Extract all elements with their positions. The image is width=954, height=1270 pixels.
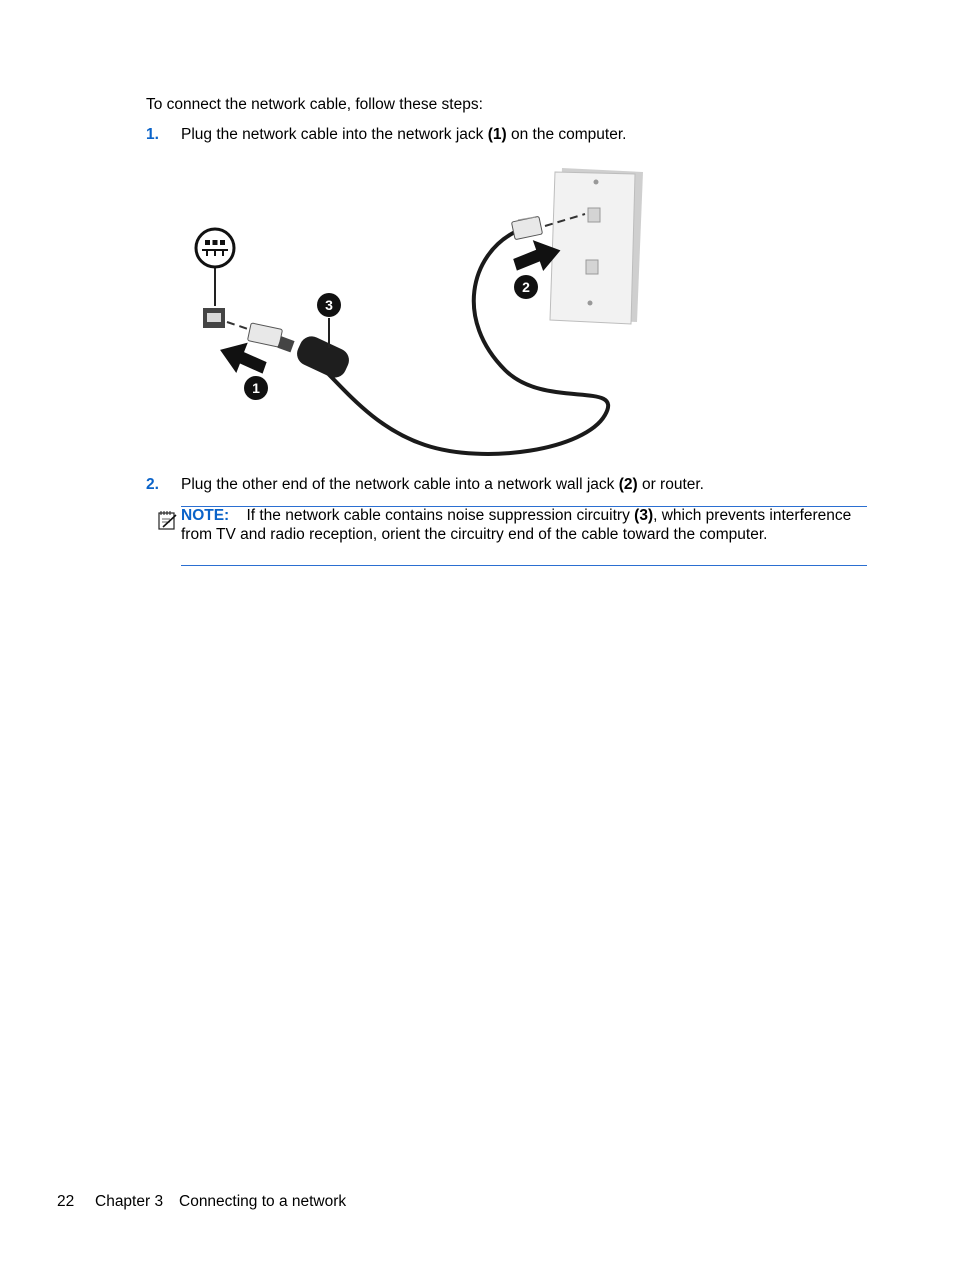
footer-page-number: 22 xyxy=(57,1193,75,1210)
note-text-pre: If the network cable contains noise suppression circuitry xyxy=(246,507,635,524)
callout-2-badge xyxy=(514,275,538,299)
wall-plate xyxy=(550,168,643,324)
note-bottom-rule xyxy=(181,565,867,566)
callout-2-label: 2 xyxy=(522,279,530,295)
step-2-text-bold: (2) xyxy=(618,476,638,493)
note-text xyxy=(181,506,861,544)
step-1-text-pre: Plug the network cable into the network jack xyxy=(181,126,488,143)
step-2-text-post: or router. xyxy=(637,476,704,493)
step-2-text xyxy=(181,476,704,494)
rj45-plug-wall xyxy=(511,216,542,239)
network-cable-illustration xyxy=(185,160,660,460)
rj45-plug-computer xyxy=(247,323,294,353)
step-2-text-pre: Plug the other end of the network cable into a network wall jack xyxy=(181,476,619,493)
ethernet-network-icon xyxy=(196,229,234,306)
step-1-text-post: on the computer. xyxy=(506,126,627,143)
note-pad-icon xyxy=(157,509,179,531)
note-text-post: , which prevents interference from TV and radio reception, orient the circuitry end of the cable toward the computer. xyxy=(181,507,852,543)
callout-1-label: 1 xyxy=(252,380,260,396)
ferrite-choke xyxy=(293,332,353,381)
intro-text: To connect the network cable, follow these steps: xyxy=(146,96,483,113)
computer-jack xyxy=(203,308,225,328)
callout-3-label: 3 xyxy=(325,297,333,313)
footer-chapter-title: Connecting to a network xyxy=(179,1193,347,1210)
step-1-text-bold: (1) xyxy=(487,126,507,143)
footer-chapter: Chapter 3 xyxy=(95,1193,164,1210)
callout-3-badge xyxy=(317,293,341,317)
callout-1-badge xyxy=(244,376,268,400)
step-2-number: 2. xyxy=(146,476,159,493)
step-1-number: 1. xyxy=(146,126,159,143)
note-label: NOTE: xyxy=(181,507,230,524)
arrow-to-computer-icon xyxy=(217,338,270,378)
step-1-text xyxy=(181,126,626,144)
note-text-bold: (3) xyxy=(634,507,654,524)
